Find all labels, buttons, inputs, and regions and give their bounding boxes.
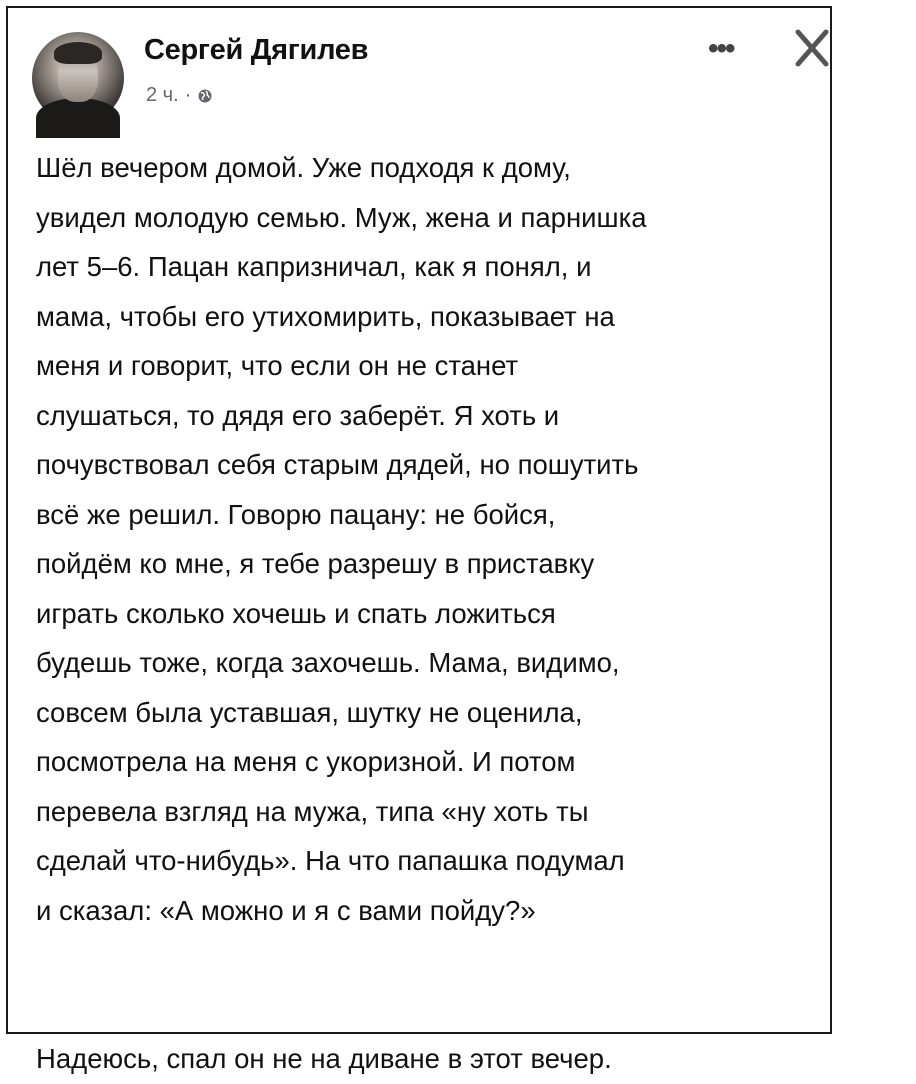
post-meta bbox=[146, 84, 213, 107]
post-line: слушаться, то дядя его заберёт. Я хоть и bbox=[36, 399, 560, 431]
more-options-icon[interactable]: ••• bbox=[708, 32, 734, 65]
post-line: увидел молодую семью. Муж, жена и парнишка bbox=[36, 201, 647, 233]
post-line: Шёл вечером домой. Уже подходя к дому, bbox=[36, 152, 571, 183]
post-line: перевела взгляд на мужа, типа «ну хоть ты bbox=[36, 795, 589, 827]
avatar[interactable] bbox=[32, 32, 124, 124]
post-body bbox=[36, 143, 916, 1084]
post-line: лет 5–6. Пацан капризничал, как я понял, и bbox=[36, 251, 592, 282]
post-line: совсем была уставшая, шутку не оценила, bbox=[36, 696, 583, 728]
post-line: сделай что-нибудь». На что папашка подумал bbox=[36, 845, 625, 876]
post-card bbox=[6, 6, 832, 1074]
avatar-shoulders bbox=[36, 98, 120, 138]
post-line: почувствовал себя старым дядей, но пошутить bbox=[36, 449, 639, 480]
globe-icon[interactable] bbox=[197, 88, 213, 104]
meta-separator: · bbox=[184, 84, 192, 106]
post-line: всё же решил. Говорю пацану: не бойся, bbox=[36, 498, 556, 530]
author-name[interactable]: Сергей Дягилев bbox=[144, 34, 369, 66]
post-time[interactable]: 2 ч. bbox=[146, 84, 179, 106]
post-line: будешь тоже, когда захочешь. Мама, видимо, bbox=[36, 647, 620, 678]
post-line: мама, чтобы его утихомирить, показывает на bbox=[36, 300, 615, 332]
post-line: пойдём ко мне, я тебе разрешу в приставку bbox=[36, 548, 595, 579]
post-line: посмотрела на меня с укоризной. И потом bbox=[36, 746, 576, 777]
close-icon[interactable] bbox=[790, 26, 830, 70]
closing-line: Надеюсь, спал он не на диване в этот вечер. bbox=[36, 1043, 612, 1074]
post-header bbox=[8, 8, 830, 128]
post-line: играть сколько хочешь и спать ложиться bbox=[36, 597, 556, 629]
avatar-hair bbox=[54, 42, 102, 64]
paragraph-gap bbox=[36, 935, 916, 1034]
post-line: меня и говорит, что если он не станет bbox=[36, 350, 519, 381]
post-line: и сказал: «А можно и я с вами пойду?» bbox=[36, 894, 536, 926]
